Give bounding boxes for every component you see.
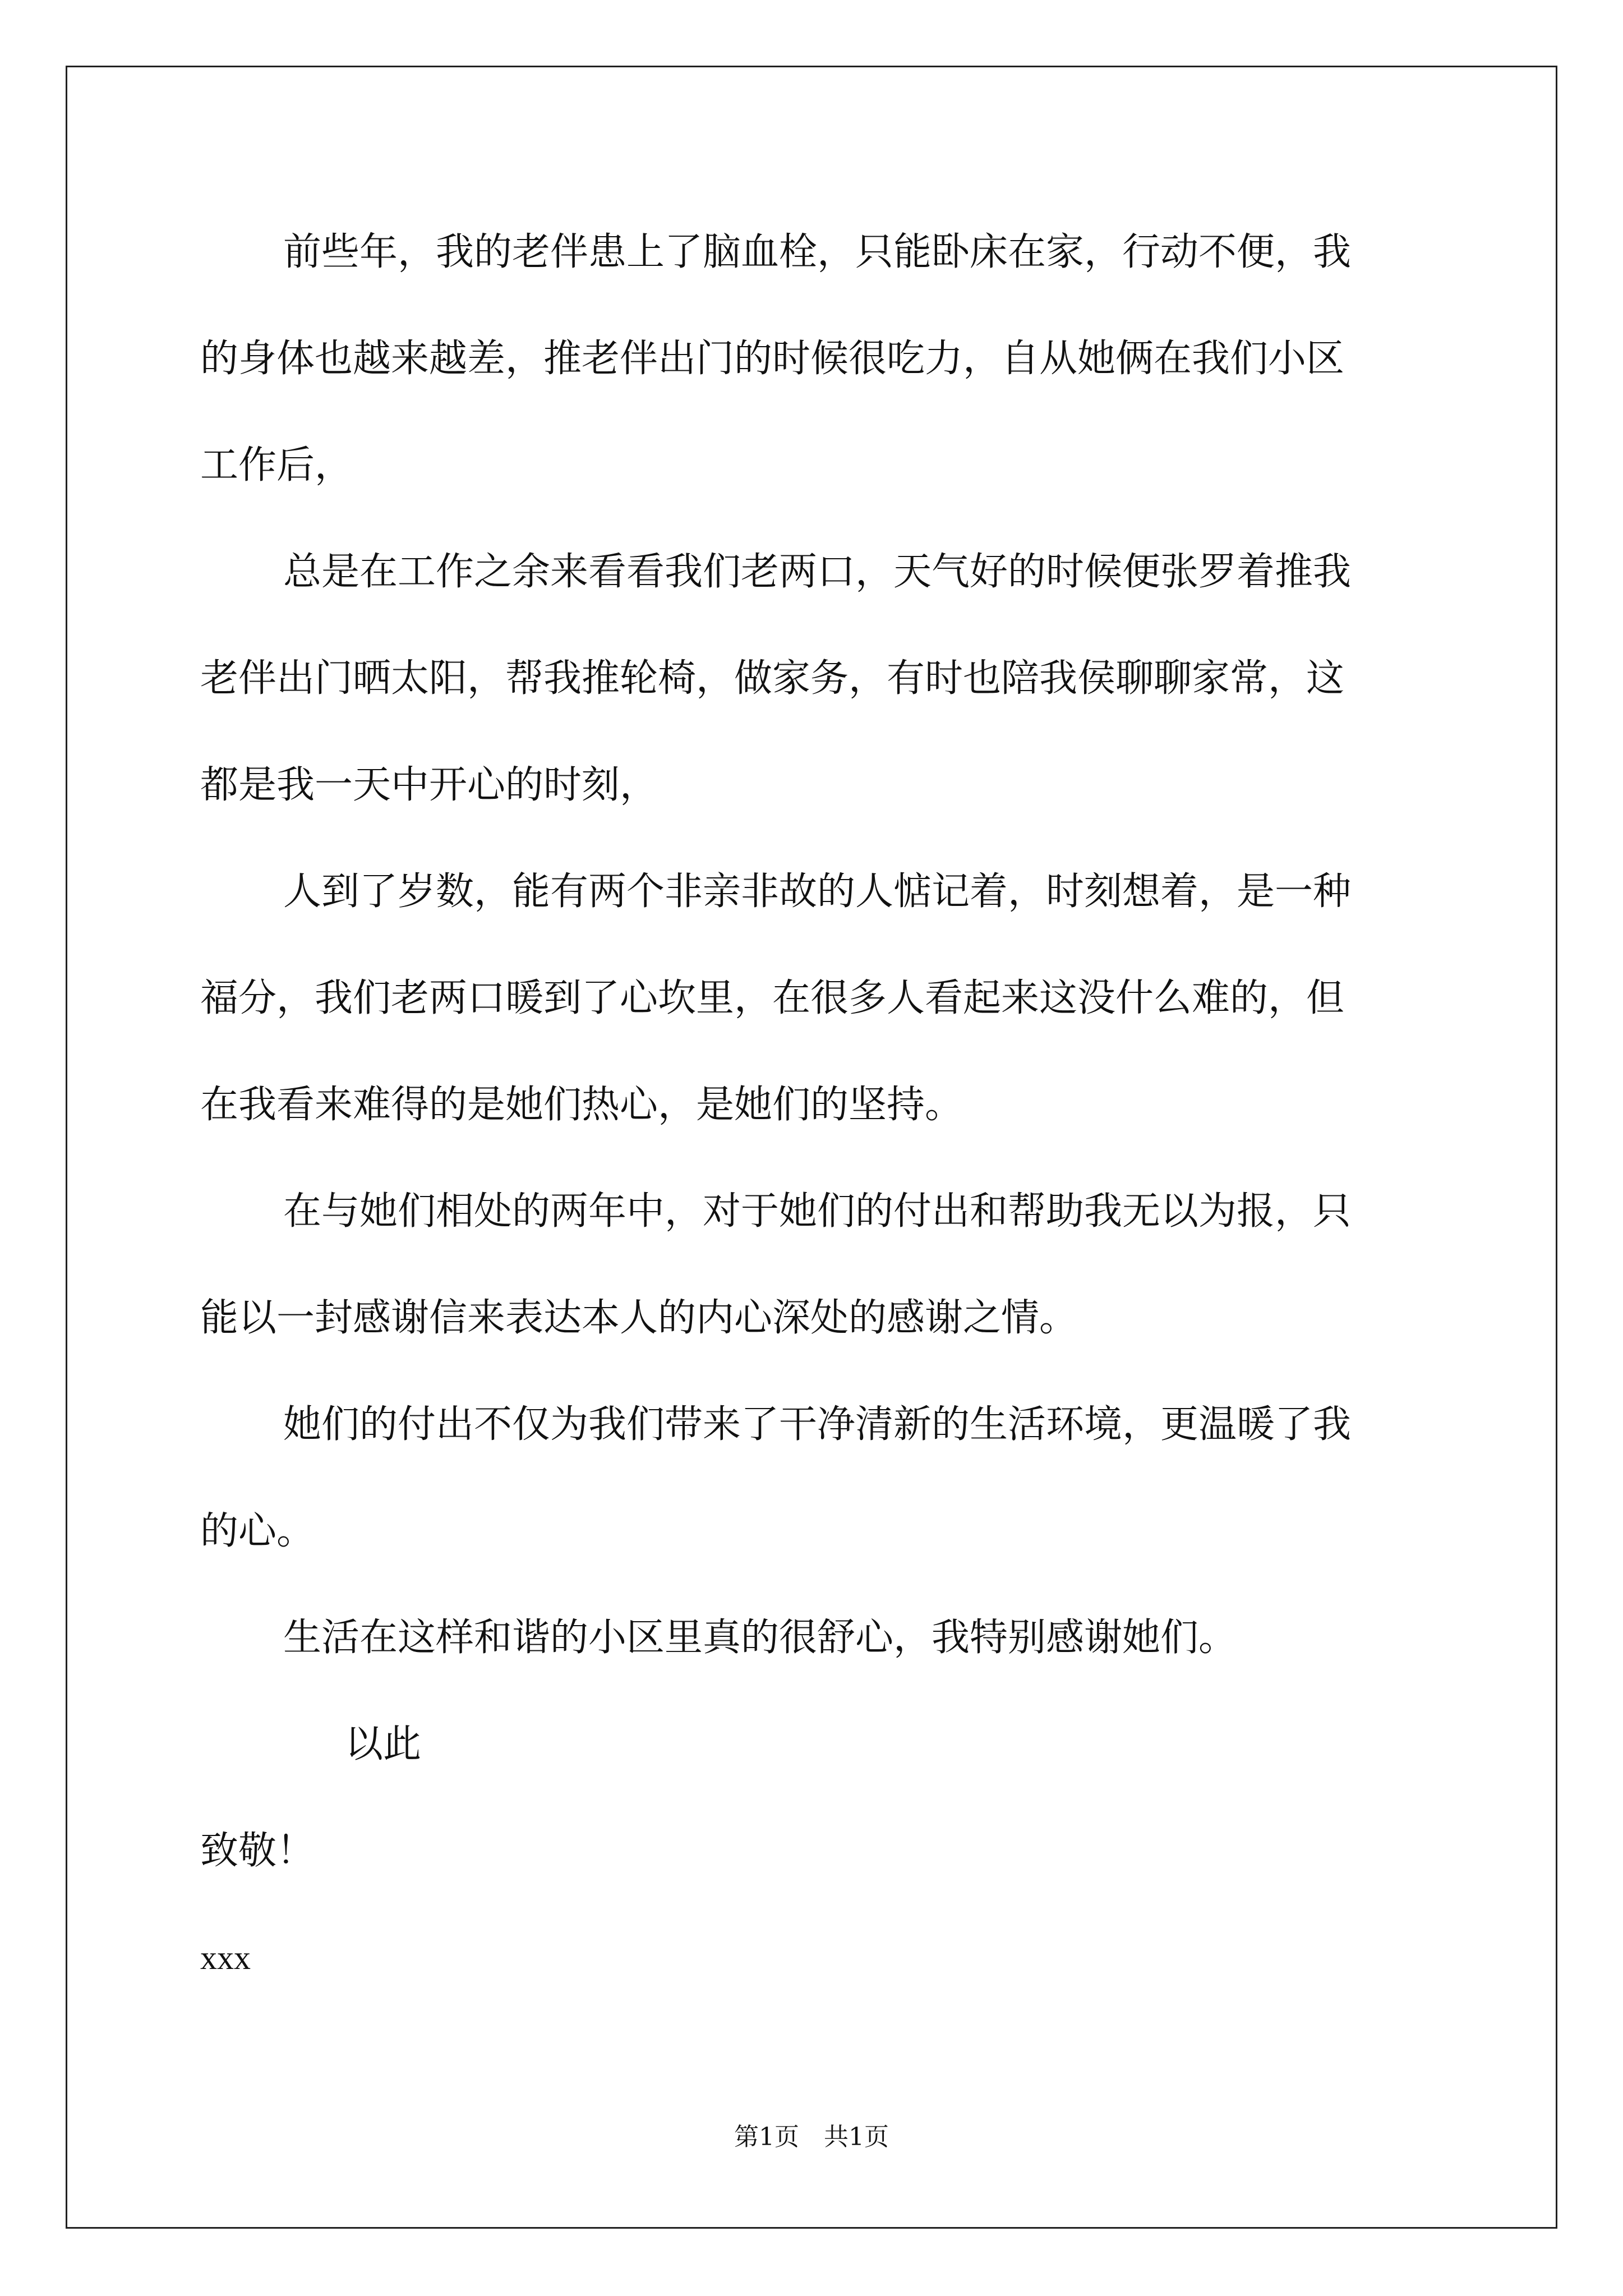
paragraph-1-line-3: 工作后， — [200, 443, 353, 487]
paragraph-3-line-1: 人到了岁数，能有两个非亲非故的人惦记着，时刻想着，是一种 — [283, 869, 1352, 914]
paragraph-5-line-2: 的心。 — [200, 1509, 315, 1553]
paragraph-5-line-1: 她们的付出不仅为我们带来了干净清新的生活环境，更温暖了我 — [283, 1402, 1352, 1447]
paragraph-2-line-3: 都是我一天中开心的时刻， — [200, 763, 658, 807]
paragraph-4-line-2: 能以一封感谢信来表达本人的内心深处的感谢之情。 — [200, 1296, 1078, 1340]
paragraph-2-line-2: 老伴出门晒太阳，帮我推轮椅，做家务，有时也陪我侯聊聊家常，这 — [200, 656, 1345, 701]
signature: xxx — [200, 1939, 251, 1976]
page-footer — [0, 2120, 1623, 2154]
paragraph-2-line-1: 总是在工作之余来看看我们老两口，天气好的时候便张罗着推我 — [283, 550, 1352, 594]
paragraph-1-line-2: 的身体也越来越差，推老伴出门的时候很吃力，自从她俩在我们小区 — [200, 337, 1345, 381]
paragraph-3-line-2: 福分，我们老两口暖到了心坎里，在很多人看起来这没什么难的，但 — [200, 976, 1345, 1020]
page-border — [66, 66, 1557, 2229]
closing-phrase: 以此 — [345, 1722, 422, 1766]
page-number: 第1页 共1页 — [734, 2123, 889, 2151]
paragraph-4-line-1: 在与她们相处的两年中，对于她们的付出和帮助我无以为报，只 — [283, 1189, 1352, 1234]
paragraph-3-line-3: 在我看来难得的是她们热心，是她们的坚持。 — [200, 1083, 963, 1127]
paragraph-1-line-1: 前些年，我的老伴患上了脑血栓，只能卧床在家，行动不便，我 — [283, 230, 1352, 274]
paragraph-6-line-1: 生活在这样和谐的小区里真的很舒心，我特别感谢她们。 — [283, 1616, 1237, 1660]
salutation: 致敬！ — [200, 1829, 315, 1873]
